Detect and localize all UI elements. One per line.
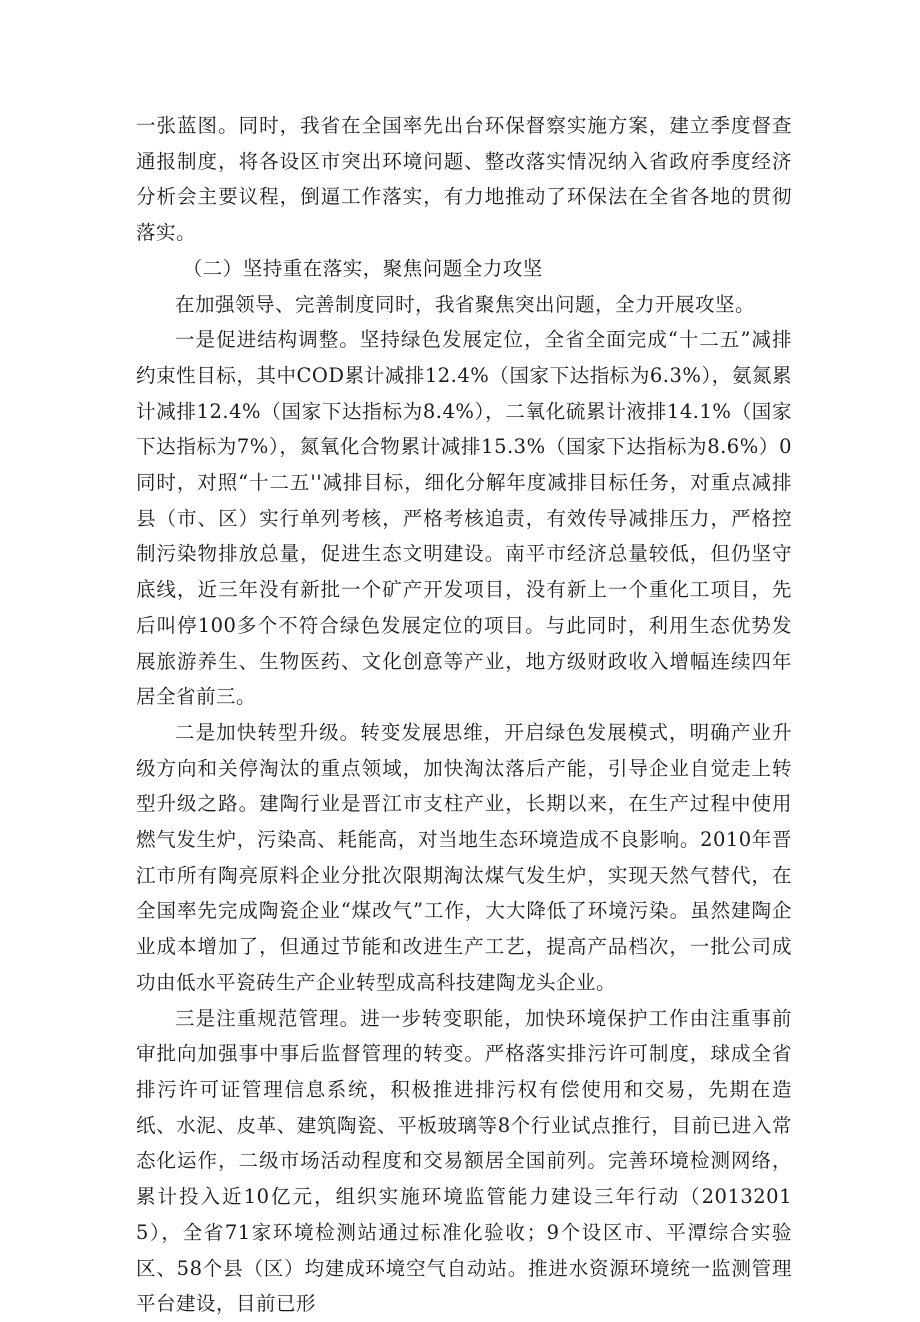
paragraph-continued: 一张蓝图。同时，我省在全国率先出台环保督察实施方案，建立季度督查通报制度，将各设区市突出环境问题、整改落实情况纳入省政府季度经济分析会主要议程，倒逼工作落实，有力地推动了环保法在全省各地的贯彻落实。: [136, 114, 792, 245]
section-heading: （二）坚持重在落实，聚焦问题全力攻坚: [182, 256, 543, 280]
paragraph-structure-adjustment: 一是促进结构调整。坚持绿色发展定位，全省全面完成“十二五”减排约束性目标，其中COD累计减排12.4%（国家下达指标为6.3%），氨氮累计减排12.4%（国家下达指标为8.4%），二氧化硫累计液排14.1%（国家下达指标为7%），氮氧化合物累计减排15.3%（国家下达指标为8.6%）0同时，对照“十二五''减排目标，细化分解年度减排目标任务，对重点减排县（市、区）实行单列考核，严格考核追责，有效传导减排压力，严格控制污染物排放总量，促进生态文明建设。南平市经济总量较低，但仍坚守底线，近三年没有新批一个矿产开发项目，没有新上一个重化工项目，先后叫停100多个不符合绿色发展定位的项目。与此同时，利用生态优势发展旅游养生、生物医药、文化创意等产业，地方级财政收入增幅连续四年居全省前三。: [136, 328, 792, 709]
paragraph-standardized-management: 三是注重规范管理。进一步转变职能，加快环境保护工作由注重事前审批向加强事中事后监督管理的转变。严格落实排污许可制度，球成全省排污许可证管理信息系统，积极推进排污权有偿使用和交易，先期在造纸、水泥、皮革、建筑陶瓷、平板玻璃等8个行业试点推行，目前已进入常态化运作，二级市场活动程度和交易额居全国前列。完善环境检测网络，累计投入近10亿元，组织实施环境监管能力建设三年行动（20132015），全省71家环境检测站通过标准化验收；9个设区市、平潭综合实验区、58个县（区）均建成环境空气自动站。推进水资源环境统一监测管理平台建设，目前已形: [136, 1006, 792, 1316]
paragraph-intro: 在加强领导、完善制度同时，我省聚焦突出问题，全力开展攻坚。: [175, 292, 756, 316]
paragraph-transformation-upgrade: 二是加快转型升级。转变发展思维，开启绿色发展模式，明确产业升级方向和关停淘汰的重点领域，加快淘汰落后产能，引导企业自觉走上转型升级之路。建陶行业是晋江市支柱产业，长期以来，在生产过程中使用燃气发生炉，污染高、耗能高，对当地生态环境造成不良影响。2010年晋江市所有陶亮原料企业分批次限期淘汰煤气发生炉，实现天然气替代，在全国率先完成陶瓷企业“煤改气”工作，大大降低了环境污染。虽然建陶企业成本增加了，但通过节能和改进生产工艺，提高产品档次，一批公司成功由低水平瓷砖生产企业转型成高科技建陶龙头企业。: [136, 720, 792, 994]
document-body: [136, 108, 792, 1322]
